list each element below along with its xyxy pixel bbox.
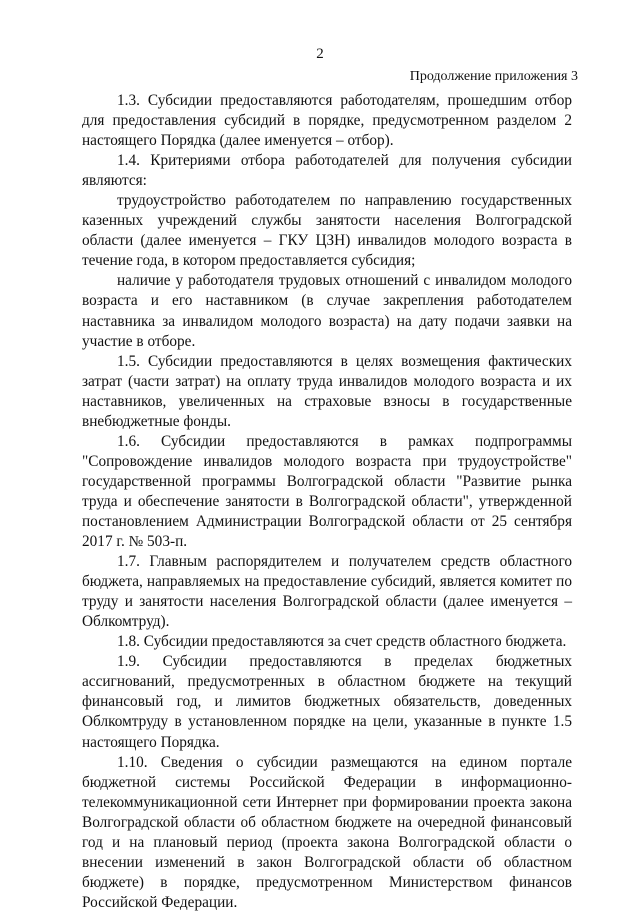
continuation-label: Продолжение приложения 3 — [409, 69, 578, 84]
document-body — [82, 91, 572, 913]
paragraph-1-3: 1.3. Субсидии предоставляются работодателям, прошедшим отбор для предоставления субсидий в порядке, предусмотренном разделом 2 настоящего Порядка (далее именуется – отбор). — [82, 92, 572, 150]
paragraph-1-8: 1.8. Субсидии предоставляются за счет средств областного бюджета. — [117, 633, 567, 651]
paragraph-criterion-employment: трудоустройство работодателем по направлению государственных казенных учреждений службы занятости населения Волгоградской области (далее именуется – ГКУ ЦЗН) инвалидов молодого возраста в течение года, в котором предоставляется субсидия; — [82, 192, 572, 270]
paragraph-1-10: 1.10. Сведения о субсидии размещаются на едином портале бюджетной системы Российской Федерации в информационно-телекоммуникационной сети Интернет при формировании проекта закона Волгоградской области об областном бюджете на очередной финансовый год и на плановый период (проекта закона Волгоградской области о внесении изменений в закон Волгоградской области об областном бюджете) в порядке, предусмотренном Министерством финансов Российской Федерации. — [82, 753, 572, 911]
paragraph-1-9: 1.9. Субсидии предоставляются в пределах бюджетных ассигнований, предусмотренных в областном бюджете на текущий финансовый год, и лимитов бюджетных обязательств, доведенных Облкомтруду в установленном порядке на цели, указанные в пункте 1.5 настоящего Порядка. — [82, 653, 572, 751]
paragraph-1-5: 1.5. Субсидии предоставляются в целях возмещения фактических затрат (части затрат) на оплату труда инвалидов молодого возраста и их наставников, увеличенных на страховые взносы в государственные внебюджетные фонды. — [82, 352, 572, 430]
paragraph-1-4: 1.4. Критериями отбора работодателей для получения субсидии являются: — [82, 152, 572, 190]
paragraph-1-7: 1.7. Главным распорядителем и получателем средств областного бюджета, направляемых на предоставление субсидий, является комитет по труду и занятости населения Волгоградской области (далее именуется – Облкомтруд). — [82, 553, 572, 631]
paragraph-1-6: 1.6. Субсидии предоставляются в рамках подпрограммы "Сопровождение инвалидов молодого возраста при трудоустройстве" государственной программы Волгоградской области "Развитие рынка труда и обеспечение занятости в Волгоградской области", утвержденной постановлением Администрации Волгоградской области от 25 сентября 2017 г. № 503-п. — [82, 432, 572, 551]
paragraph-criterion-labor-relations: наличие у работодателя трудовых отношений с инвалидом молодого возраста и его наставником (в случае закрепления работодателем наставника за инвалидом молодого возраста) на дату подачи заявки на участие в отборе. — [82, 272, 572, 350]
page-number: 2 — [316, 46, 324, 62]
